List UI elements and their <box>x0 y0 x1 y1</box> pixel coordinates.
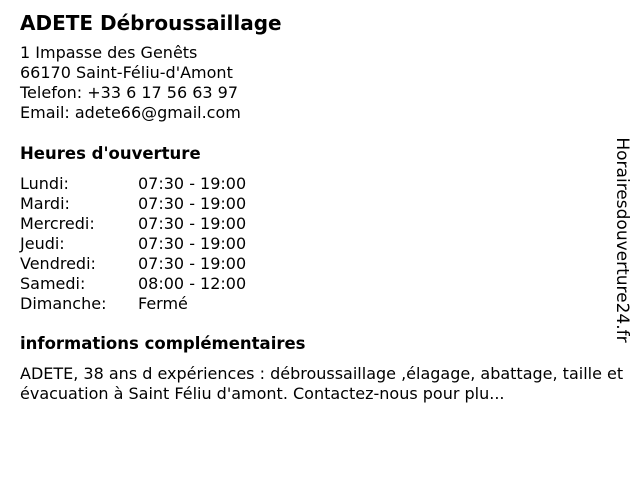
time-range: 08:00 - 12:00 <box>138 274 247 293</box>
time-range: Fermé <box>138 294 188 313</box>
contact-block <box>20 43 241 123</box>
hours-row <box>20 194 246 214</box>
day-label: Lundi: <box>20 174 69 193</box>
address-street: 1 Impasse des Genêts <box>20 43 198 62</box>
phone-number: Telefon: +33 6 17 56 63 97 <box>20 83 239 102</box>
hours-row <box>20 234 246 254</box>
time-range: 07:30 - 19:00 <box>138 254 247 273</box>
day-label: Dimanche: <box>20 294 107 313</box>
business-name: ADETE Débroussaillage <box>20 11 282 35</box>
time-range: 07:30 - 19:00 <box>138 214 247 233</box>
day-label: Jeudi: <box>20 234 65 253</box>
email-address: Email: adete66@gmail.com <box>20 103 241 122</box>
hours-heading: Heures d'ouverture <box>20 144 201 163</box>
info-heading: informations complémentaires <box>20 334 306 353</box>
day-label: Mercredi: <box>20 214 95 233</box>
site-watermark: Horairesdouverture24.fr <box>612 137 632 343</box>
time-range: 07:30 - 19:00 <box>138 234 247 253</box>
opening-hours-table <box>20 174 246 314</box>
hours-row <box>20 174 246 194</box>
hours-row <box>20 214 246 234</box>
time-range: 07:30 - 19:00 <box>138 194 247 213</box>
time-range: 07:30 - 19:00 <box>138 174 247 193</box>
day-label: Mardi: <box>20 194 70 213</box>
hours-row <box>20 254 246 274</box>
hours-row <box>20 294 246 314</box>
day-label: Samedi: <box>20 274 86 293</box>
address-city: 66170 Saint-Féliu-d'Amont <box>20 63 233 82</box>
hours-row <box>20 274 246 294</box>
info-description: ADETE, 38 ans d expériences : débroussaillage ,élagage, abattage, taille et évacuation à Saint Féliu d'amont. Contactez-nous pour plu... <box>20 364 624 403</box>
day-label: Vendredi: <box>20 254 96 273</box>
